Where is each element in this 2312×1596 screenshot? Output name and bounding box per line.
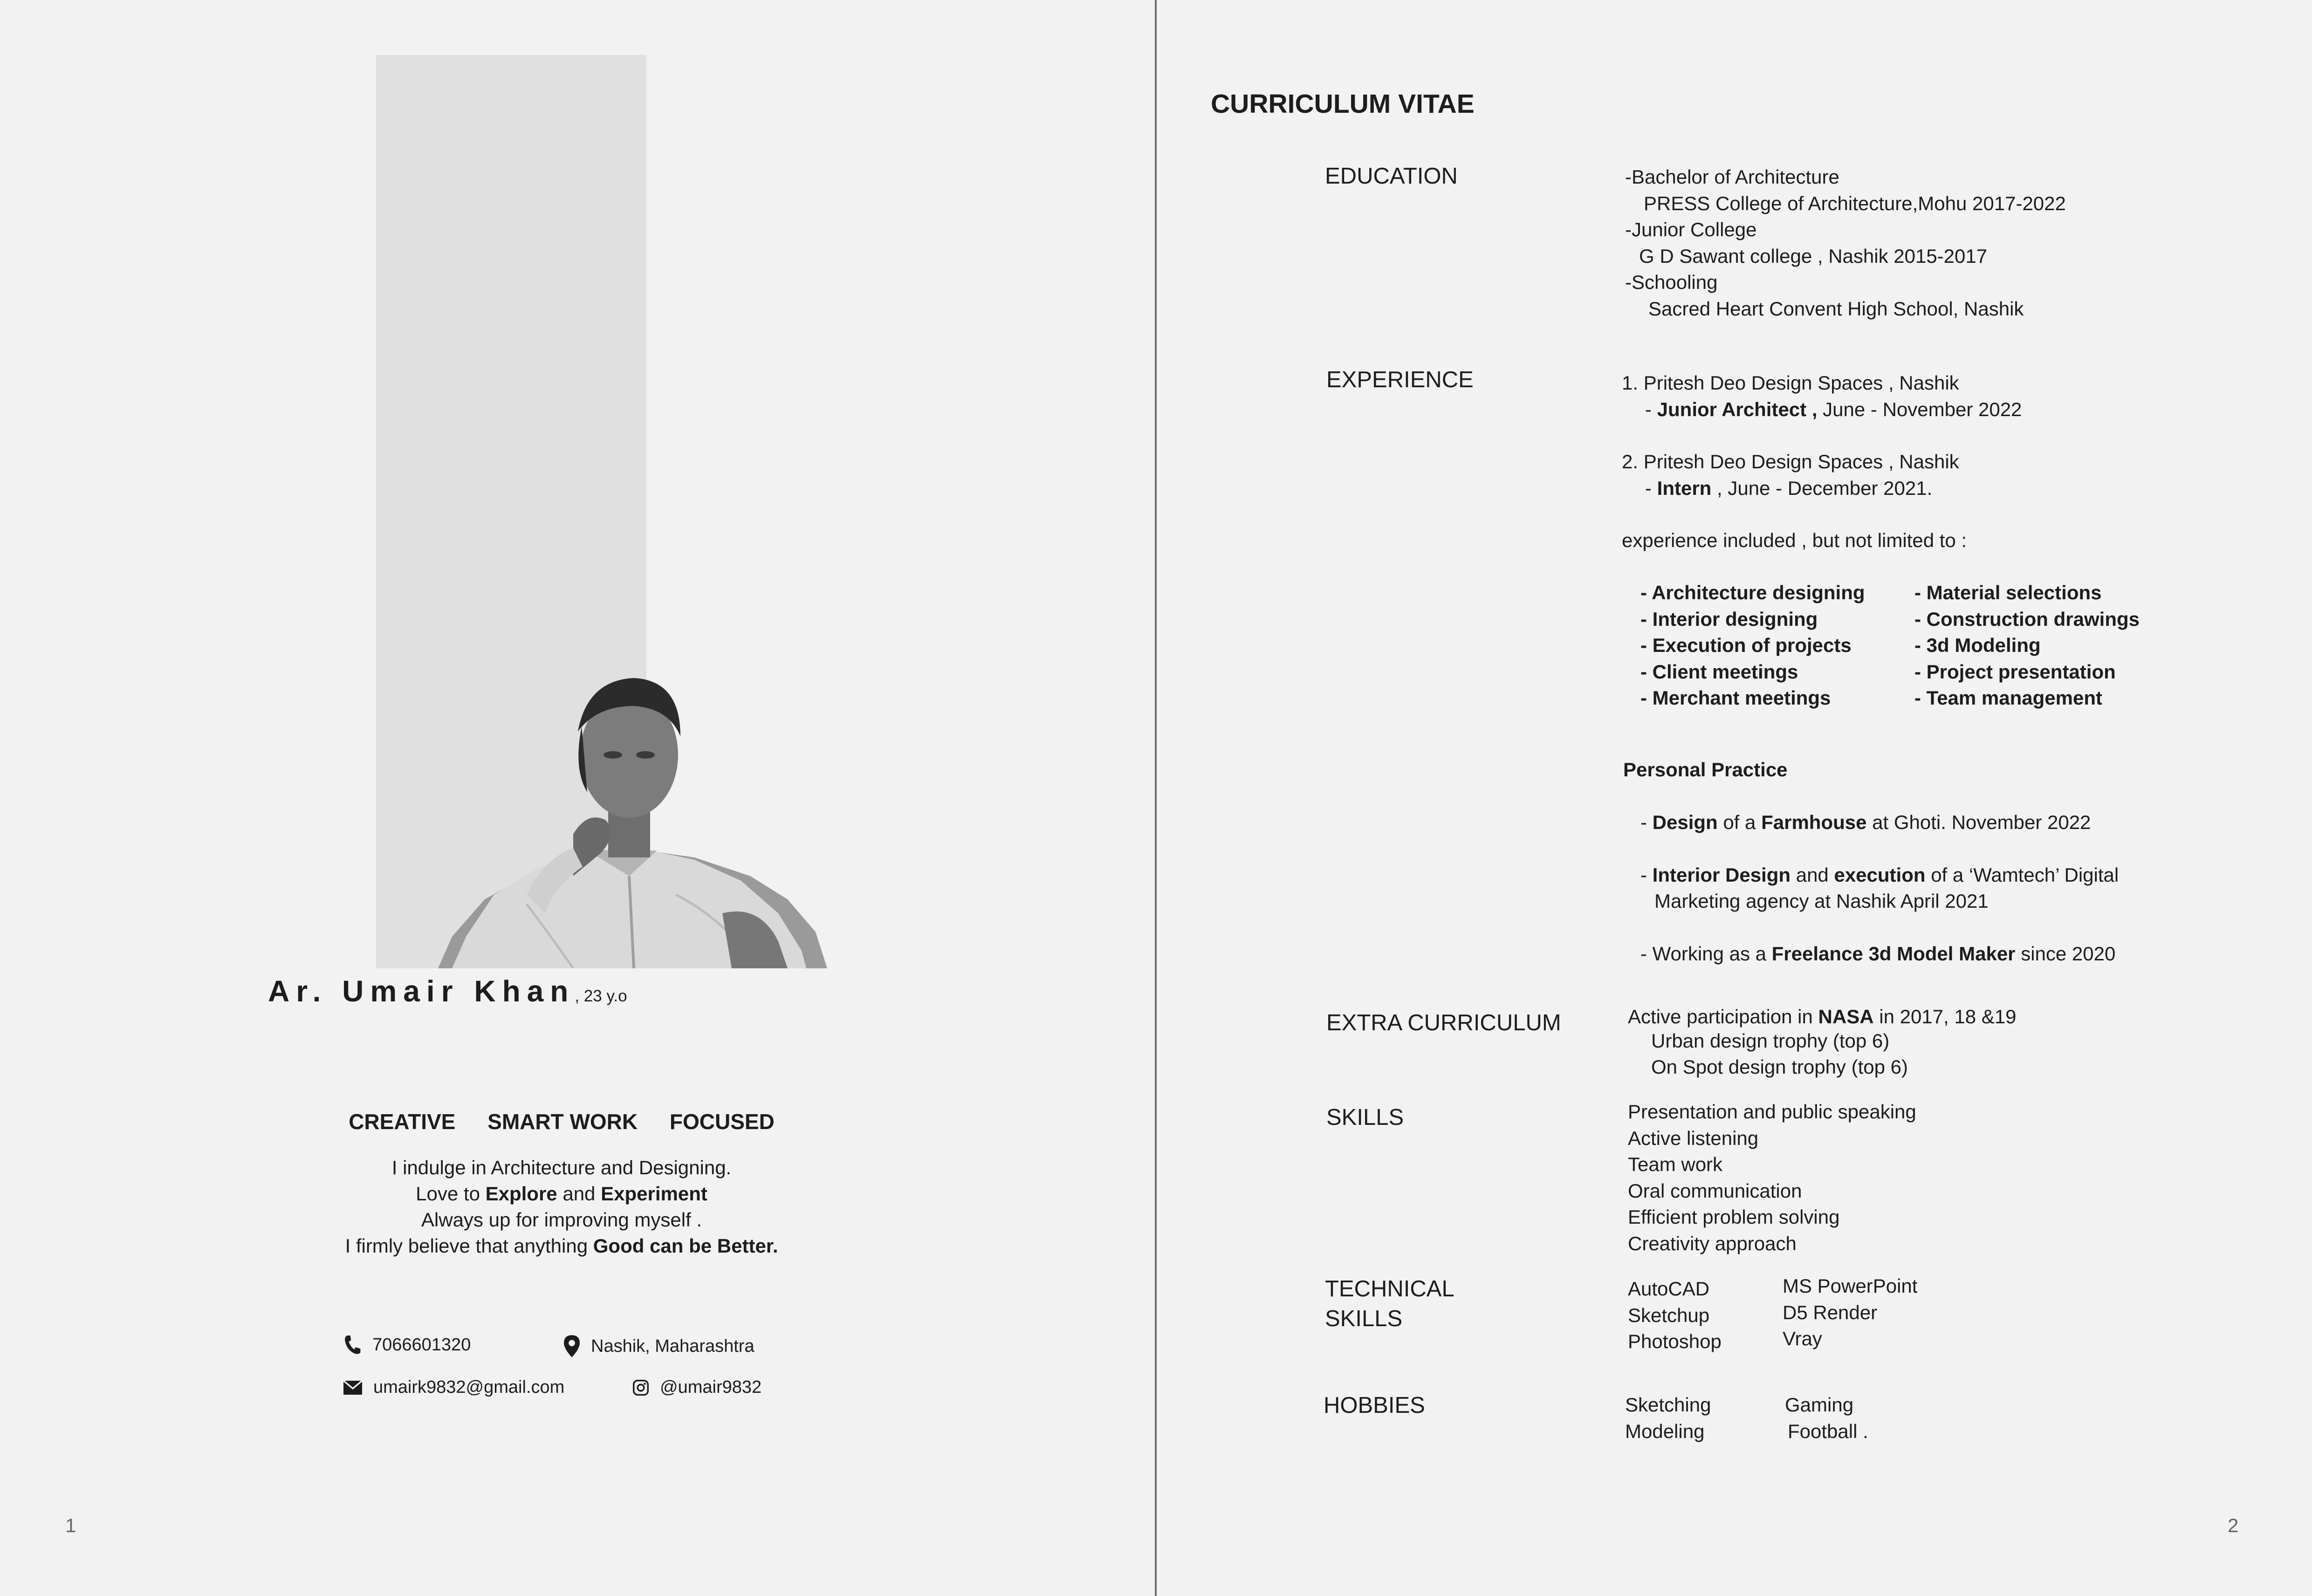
job-1-prefix: -	[1645, 398, 1657, 420]
technical-skill: AutoCAD	[1628, 1278, 1710, 1300]
extra-line-2: Urban design trophy (top 6)	[1651, 1030, 1890, 1052]
skills-heading: SKILLS	[1326, 1105, 1404, 1130]
email-address[interactable]: umairk9832@gmail.com	[373, 1377, 565, 1397]
education-line: -Junior College	[1625, 219, 1757, 240]
skill-item: Presentation and public speaking	[1628, 1101, 1916, 1123]
extra-line-1	[1628, 1006, 2016, 1028]
job-1-firm: 1. Pritesh Deo Design Spaces , Nashik	[1622, 372, 1959, 394]
age-label: , 23 y.o	[575, 987, 627, 1005]
trait-creative: CREATIVE	[349, 1110, 456, 1134]
experience-list-col-2	[1914, 580, 2140, 712]
page-number-right: 2	[2228, 1514, 2239, 1536]
traits-row	[0, 1109, 1123, 1134]
practice-item-2	[1640, 862, 2119, 889]
experience-heading: EXPERIENCE	[1326, 367, 1474, 392]
bio-emphasis: Good can be Better.	[593, 1235, 778, 1257]
practice-text: of a	[1717, 811, 1762, 833]
page-number-left: 1	[65, 1514, 76, 1536]
technical-skills-heading	[1325, 1274, 1454, 1334]
trait-smart-work: SMART WORK	[487, 1110, 638, 1134]
practice-text: at Ghoti. November 2022	[1866, 811, 2091, 833]
skill-item: Efficient problem solving	[1628, 1206, 1840, 1228]
experience-item: - Interior designing	[1640, 608, 1818, 630]
practice-text: and	[1791, 863, 1834, 886]
extra-text: in 2017, 18 &19	[1873, 1006, 2017, 1027]
practice-text: -	[1640, 811, 1653, 833]
hobby-item: Modeling	[1625, 1420, 1705, 1442]
education-line: PRESS College of Architecture,Mohu 2017-2022	[1644, 192, 2066, 214]
technical-skills-col-1	[1628, 1276, 1722, 1355]
technical-heading-line-1: TECHNICAL	[1325, 1276, 1454, 1301]
hobbies-col-1	[1625, 1392, 1711, 1445]
education-line: Sacred Heart Convent High School, Nashik	[1648, 297, 2024, 320]
location-contact	[564, 1335, 755, 1357]
education-line: -Schooling	[1625, 271, 1718, 293]
bio-text: I firmly believe that anything	[345, 1235, 593, 1257]
job-1-role-line	[1622, 397, 2022, 423]
technical-heading-line-2: SKILLS	[1325, 1306, 1403, 1331]
skill-item: Active listening	[1628, 1127, 1759, 1149]
bio-line-3: Always up for improving myself .	[421, 1209, 702, 1231]
bio-text: and	[557, 1183, 601, 1205]
practice-emphasis: Freelance 3d Model Maker	[1771, 942, 2016, 965]
personal-practice-details	[1640, 809, 2119, 967]
practice-text: of a ‘Wamtech’ Digital	[1925, 863, 2119, 886]
experience-list-col-1	[1640, 580, 1865, 712]
experience-item: - 3d Modeling	[1914, 634, 2041, 656]
mail-icon	[343, 1380, 362, 1395]
skill-item: Team work	[1628, 1153, 1723, 1175]
practice-item-2-cont: Marketing agency at Nashik April 2021	[1654, 890, 1989, 912]
technical-skills-col-2	[1783, 1273, 1917, 1352]
experience-item: - Material selections	[1914, 582, 2102, 603]
instagram-handle[interactable]: @umair9832	[660, 1377, 762, 1397]
extra-emphasis: NASA	[1818, 1006, 1874, 1027]
personal-practice-heading: Personal Practice	[1623, 759, 1788, 781]
hobbies-heading: HOBBIES	[1324, 1393, 1425, 1418]
job-2-prefix: -	[1645, 477, 1657, 499]
practice-text: -	[1640, 863, 1653, 886]
experience-item: - Construction drawings	[1914, 608, 2140, 630]
education-details	[1625, 164, 2066, 322]
technical-skill: Photoshop	[1628, 1330, 1722, 1352]
practice-emphasis: Interior Design	[1652, 863, 1791, 886]
bio-text: Love to	[416, 1183, 486, 1205]
cv-title: CURRICULUM VITAE	[1211, 89, 1475, 119]
hobby-item: Gaming	[1785, 1394, 1854, 1416]
job-1-dates: June - November 2022	[1817, 398, 2022, 420]
bio-line-1: I indulge in Architecture and Designing.	[391, 1157, 732, 1178]
phone-number[interactable]: 7066601320	[372, 1335, 471, 1355]
phone-contact	[343, 1334, 471, 1356]
bio-emphasis: Explore	[485, 1183, 557, 1205]
extra-line-3: On Spot design trophy (top 6)	[1651, 1056, 1908, 1078]
bio-line-4	[0, 1233, 1123, 1259]
experience-item: - Client meetings	[1640, 660, 1798, 683]
name-text: Ar. Umair Khan	[268, 974, 575, 1008]
bio-paragraph	[0, 1155, 1123, 1259]
experience-intro: experience included , but not limited to :	[1622, 529, 1967, 551]
practice-emphasis: Design	[1652, 811, 1718, 833]
technical-skill: MS PowerPoint	[1783, 1275, 1918, 1297]
extra-text: Active participation in	[1628, 1006, 1818, 1027]
hobbies-col-2	[1785, 1392, 1868, 1445]
job-1-role: Junior Architect ,	[1657, 398, 1818, 420]
technical-skill: D5 Render	[1783, 1301, 1878, 1323]
portrait-photo	[433, 615, 827, 968]
practice-item-1	[1640, 809, 2119, 836]
practice-item-3	[1640, 941, 2119, 967]
skill-item: Oral communication	[1628, 1179, 1802, 1202]
location-pin-icon	[564, 1335, 580, 1357]
technical-skill: Sketchup	[1628, 1304, 1710, 1326]
phone-icon	[343, 1334, 361, 1356]
hobby-item: Football .	[1788, 1420, 1868, 1442]
experience-item: - Project presentation	[1914, 660, 2116, 683]
job-2-firm: 2. Pritesh Deo Design Spaces , Nashik	[1622, 451, 1959, 473]
trait-focused: FOCUSED	[669, 1110, 775, 1134]
experience-item: - Architecture designing	[1640, 582, 1865, 603]
page-divider	[1155, 0, 1157, 1596]
job-2-role-line	[1622, 475, 2022, 502]
experience-item: - Execution of projects	[1640, 634, 1852, 656]
candidate-name	[268, 974, 627, 1008]
extra-curriculum-heading: EXTRA CURRICULUM	[1326, 1010, 1561, 1035]
experience-details	[1622, 370, 2022, 554]
bio-line-2	[0, 1181, 1123, 1207]
technical-skill: Vray	[1783, 1328, 1822, 1349]
practice-emphasis: execution	[1834, 863, 1926, 886]
instagram-contact	[633, 1377, 762, 1397]
hobby-item: Sketching	[1625, 1394, 1711, 1416]
job-2-dates: , June - December 2021.	[1711, 477, 1933, 499]
location-text: Nashik, Maharashtra	[591, 1336, 755, 1356]
job-2-role: Intern	[1657, 477, 1712, 499]
instagram-icon	[633, 1380, 649, 1396]
experience-item: - Team management	[1914, 687, 2102, 709]
education-line: -Bachelor of Architecture	[1625, 166, 1839, 188]
extra-curriculum-details	[1628, 1006, 2016, 1080]
skill-item: Creativity approach	[1628, 1232, 1797, 1254]
practice-emphasis: Farmhouse	[1761, 811, 1867, 833]
practice-text: - Working as a	[1640, 942, 1772, 965]
experience-item: - Merchant meetings	[1640, 687, 1831, 709]
email-contact	[343, 1377, 564, 1397]
skills-list	[1628, 1099, 1916, 1257]
practice-text: since 2020	[2015, 942, 2116, 965]
education-line: G D Sawant college , Nashik 2015-2017	[1639, 245, 1988, 267]
bio-emphasis: Experiment	[601, 1183, 707, 1205]
education-heading: EDUCATION	[1325, 164, 1458, 189]
